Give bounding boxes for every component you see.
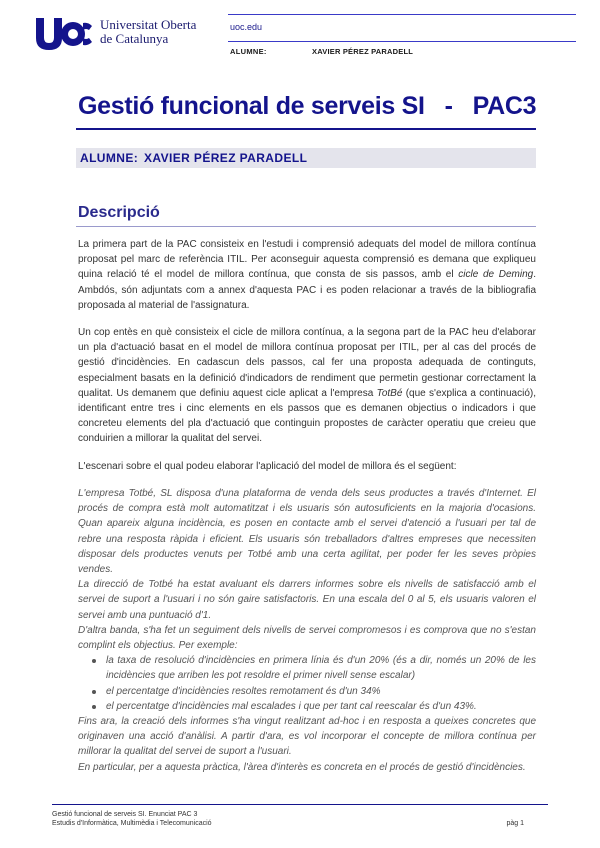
- list-item: el percentatge d'incidències mal escalades i que per tant cal reescalar és d'un 43%.: [78, 699, 536, 714]
- paragraph-task: [78, 325, 536, 447]
- page-header: [34, 14, 576, 66]
- paragraph-intro-part-b: . Ambdós, són adjuntats com a annex d'aquesta PAC i es poden relacionar a través de la bibliografia proposada al material de l'assignatura.: [78, 269, 536, 311]
- header-student-name: XAVIER PÉREZ PARADELL: [312, 47, 414, 56]
- paragraph-task-part-b: (que s'explica a continuació), identificant entre tres i cinc elements en els passos que es demanen objectius o indicadors i que concreteu elements del pla d'actuació que continguin propostes de caràcter operatiu que creieu que conduirien a millorar la qualitat del servei.: [78, 387, 536, 445]
- section-heading-description: Descripció: [78, 204, 160, 221]
- scenario-block: [78, 486, 536, 775]
- header-top-rule: [228, 14, 576, 15]
- student-name: XAVIER PÉREZ PARADELL: [144, 151, 308, 165]
- scenario-bullet-list: [78, 653, 536, 714]
- document-title: Gestió funcional de serveis SI - PAC3: [78, 92, 537, 120]
- list-item: el percentatge d'incidències resoltes remotament és d'un 34%: [78, 684, 536, 699]
- student-band: [76, 148, 536, 168]
- list-item: la taxa de resolució d'incidències en primera línia és d'un 20% (és a dir, només un 20% de les incidències que arriben les pot resoldre el primer nivell sense escalar): [78, 653, 536, 683]
- student-label: ALUMNE:: [80, 151, 139, 165]
- footer-studies: Estudis d'Informàtica, Multimèdia i Telecomunicació: [52, 820, 212, 827]
- paragraph-scenario-intro: L'escenari sobre el qual podeu elaborar l'aplicació del model de millora és el següent:: [78, 461, 457, 472]
- scenario-paragraph: Fins ara, la creació dels informes s'ha vingut realitzant ad-hoc i en resposta a queixes concretes que originaven una acció d'anàlisi. A partir d'ara, es vol incorporar el concepte de millora contínua per millorar la qualitat del servei de suport a l'usuari.: [78, 716, 536, 758]
- university-name: [100, 18, 196, 46]
- title-rule: [76, 128, 536, 130]
- university-name-line1: Universitat Oberta: [100, 17, 197, 32]
- header-url: uoc.edu: [230, 22, 263, 32]
- footer-course: Gestió funcional de serveis SI. Enunciat PAC 3: [52, 811, 198, 818]
- footer-page-number: pàg 1: [506, 820, 524, 827]
- paragraph-task-part-a: Un cop entès en què consisteix el cicle de millora contínua, a la segona part de la PAC heu d'elaborar un pla d'actuació basat en el model de millora contínua proposat per ITIL, per al cas del procés de gestió d'incidències. En cadascun dels passos, cal fer una proposta adequada de continguts, especialment basats en la definició d'indicadors de rendiment que permetin gestionar correctament la qualitat. Us demanem que definiu aquest cicle aplicat a l'empresa: [78, 327, 536, 399]
- scenario-paragraph: D'altra banda, s'ha fet un seguiment dels nivells de servei compromesos i es comprova que no s'estan complint els objectius. Per exemple:: [78, 624, 536, 652]
- header-student-label: ALUMNE:: [230, 47, 267, 56]
- totbe-term: TotBé: [376, 387, 403, 399]
- uoc-logo-icon: [34, 16, 92, 50]
- footer-rule: [52, 804, 548, 805]
- paragraph-intro-part-a: La primera part de la PAC consisteix en l'estudi i comprensió adequats del model de millora contínua proposat pel marc de referència ITIL. Per aconseguir aquesta comprensió es demana que expliqueu quina relació té el model de millora contínua, que consta de sis passos, amb el: [78, 239, 536, 281]
- paragraph-intro: [78, 237, 536, 313]
- scenario-paragraph: En particular, per a aquesta pràctica, l'àrea d'interès es concreta en el procés de gestió d'incidències.: [78, 761, 526, 773]
- university-name-line2: de Catalunya: [100, 31, 169, 46]
- scenario-paragraph: La direcció de Totbé ha estat avaluant els darrers informes sobre els nivells de satisfacció amb el servei de suport a l'usuari i no són gaire satisfactoris. En una escala del 0 al 5, els usuaris valoren el servei amb una puntuació d'1.: [78, 579, 536, 621]
- scenario-paragraph: L'empresa Totbé, SL disposa d'una plataforma de venda dels seus productes a través d'Internet. El procés de compra està molt automatitzat i els usuaris són autosuficients en la majoria d'ocasions. Quan apareix alguna incidència, es posen en contacte amb el servei d'atenció a l'usuari per tal de rebre una resposta ràpida i eficient. Els usuaris són treballadors d'altres empreses que necessiten disposar dels productes venuts per Totbé amb una certa agilitat, per poder fer les seves pròpies vendes.: [78, 488, 536, 576]
- deming-cycle-term: cicle de Deming: [458, 269, 534, 281]
- section-rule: [76, 226, 536, 227]
- header-middle-rule: [228, 41, 576, 42]
